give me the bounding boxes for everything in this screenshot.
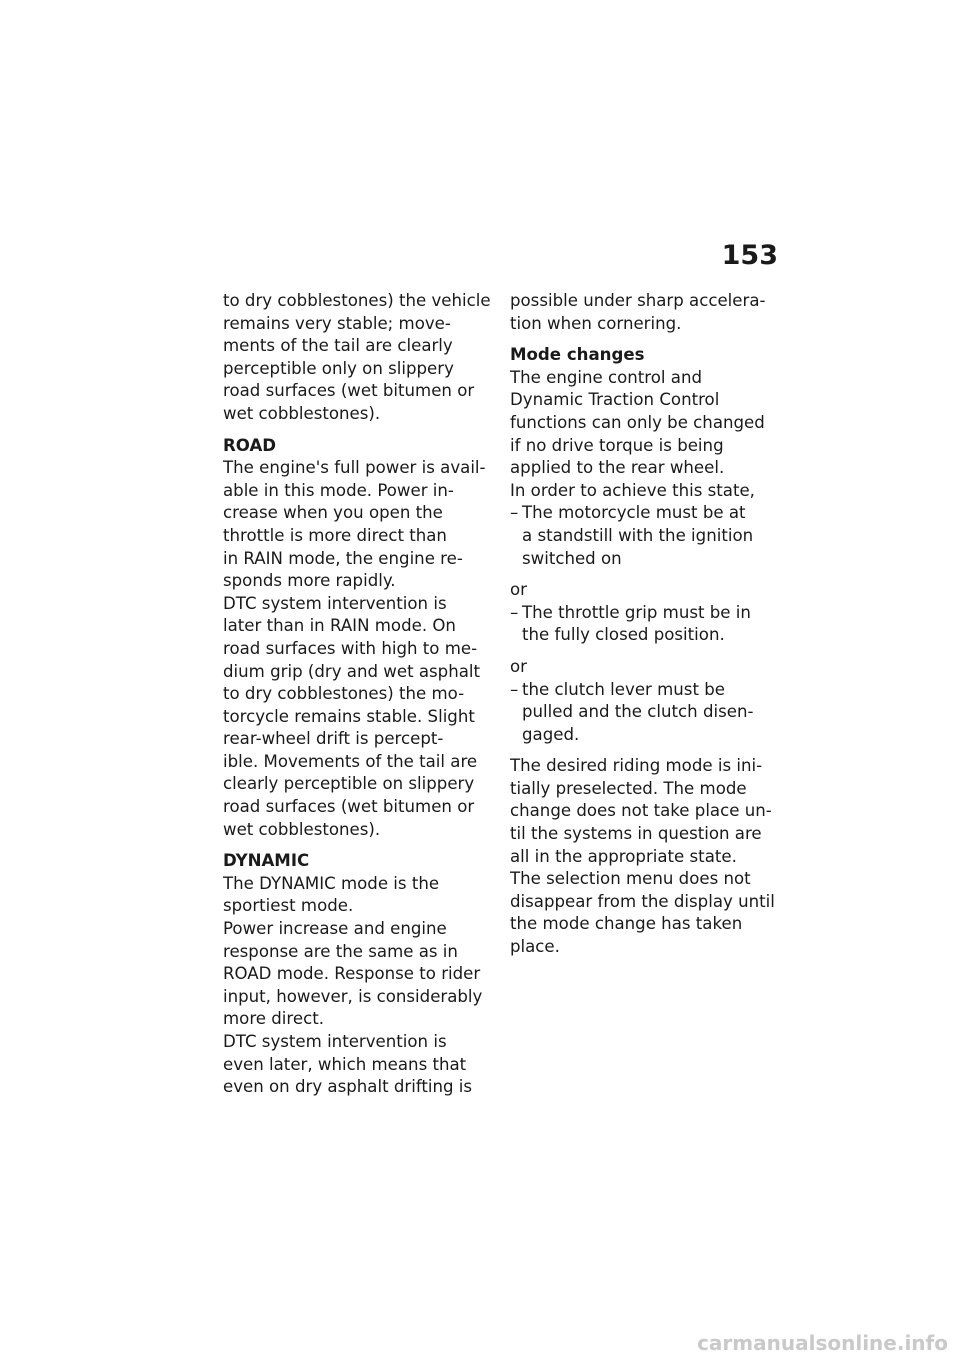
paragraph: possible under sharp accelera- tion when cornering. xyxy=(510,291,766,333)
watermark-footer: carmanualsonline.info xyxy=(697,1331,948,1355)
condition-list xyxy=(510,602,782,647)
condition-list xyxy=(510,679,782,747)
paragraph: The engine's full power is avail- able in this mode. Power in- crease when you open the throttle is more direct than in RAIN mode, the engine re- sponds more rapidly. xyxy=(223,458,486,591)
right-column xyxy=(510,290,782,959)
paragraph: The selection menu does not disappear from the display until the mode change has taken place. xyxy=(510,869,775,957)
dash-marker: – xyxy=(510,679,519,699)
list-item xyxy=(510,502,782,570)
section-heading-road: ROAD xyxy=(223,435,277,455)
or-text: or xyxy=(510,580,527,600)
dash-marker: – xyxy=(510,503,519,523)
condition-list xyxy=(510,502,782,570)
list-item-text: the clutch lever must be pulled and the clutch disen- gaged. xyxy=(522,679,754,744)
paragraph: Power increase and engine response are the same as in ROAD mode. Response to rider input, however, is considerably more direct. xyxy=(223,919,483,1029)
dash-marker: – xyxy=(510,602,519,622)
section-heading-mode-changes: Mode changes xyxy=(510,345,645,365)
paragraph: DTC system intervention is later than in RAIN mode. On road surfaces with high to me- dium grip (dry and wet asphalt to dry cobblestones) the mo- torcycle remains stable. Slight rear-wheel drift is percept- ible. Movements of the tail are clearly perceptible on slippery road surfaces (wet bitumen or wet cobblestones). xyxy=(223,593,481,839)
section-heading-dynamic: DYNAMIC xyxy=(223,851,310,871)
list-item-text: The motorcycle must be at a standstill with the ignition switched on xyxy=(522,503,754,568)
list-item-text: The throttle grip must be in the fully closed position. xyxy=(522,602,751,645)
paragraph: to dry cobblestones) the vehicle remains very stable; move- ments of the tail are clearly perceptible only on slippery road surfaces (wet bitumen or wet cobblestones). xyxy=(223,291,491,423)
paragraph: The engine control and Dynamic Traction Control functions can only be changed if no drive torque is being applied to the rear wheel. xyxy=(510,367,765,478)
paragraph: The desired riding mode is ini- tially preselected. The mode change does not take place un- til the systems in question are all in the appropriate state. xyxy=(510,756,772,866)
list-item xyxy=(510,602,782,647)
page-number: 153 xyxy=(721,240,778,271)
or-text: or xyxy=(510,656,527,676)
list-item xyxy=(510,679,782,747)
left-column xyxy=(223,290,495,1099)
paragraph: DTC system intervention is even later, which means that even on dry asphalt drifting is xyxy=(223,1032,473,1097)
paragraph: In order to achieve this state, xyxy=(510,480,755,500)
paragraph: The DYNAMIC mode is the sportiest mode. xyxy=(223,873,440,916)
